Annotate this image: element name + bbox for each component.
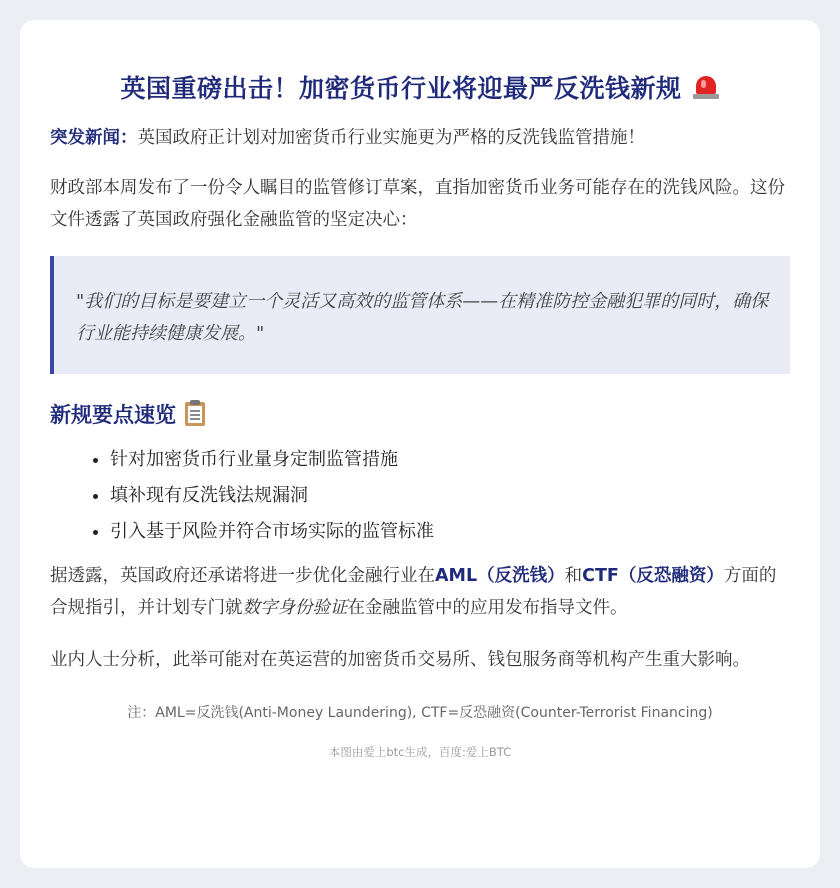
intro-paragraph — [50, 124, 790, 152]
digital-id-term: 数字身份验证 — [242, 598, 348, 618]
blockquote: "我们的目标是要建立一个灵活又高效的监管体系——在精准防控金融犯罪的同时，确保行业能持续健康发展。" — [50, 256, 790, 374]
paragraph-analysis: 业内人士分析，此举可能对在英运营的加密货币交易所、钱包服务商等机构产生重大影响。 — [50, 650, 750, 670]
intro-text: 英国政府正计划对加密货币行业实施更为严格的反洗钱监管措施！ — [137, 128, 645, 148]
text-segment: 方面的合规指引，并计划专门就 — [50, 566, 777, 618]
footnote: 注：AML=反洗钱(Anti-Money Laundering), CTF=反恐融资(Counter-Terrorist Financing) — [127, 705, 713, 721]
list-item: • 引入基于风险并符合市场实际的监管标准 — [110, 514, 790, 550]
siren-icon — [692, 74, 720, 100]
ctf-term: CTF（反恐融资） — [582, 566, 724, 586]
section-heading — [50, 400, 790, 430]
section-heading-text: 新规要点速览 — [50, 403, 176, 427]
breaking-news-label: 突发新闻： — [50, 128, 138, 148]
paragraph-treasury: 财政部本周发布了一份令人瞩目的监管修订草案，直指加密货币业务可能存在的洗钱风险。这份文件透露了英国政府强化金融监管的坚定决心： — [50, 178, 785, 230]
clipboard-icon — [184, 400, 206, 426]
text-segment: 据透露，英国政府还承诺将进一步优化金融行业在 — [50, 566, 435, 586]
list-item: • 针对加密货币行业量身定制监管措施 — [110, 442, 790, 478]
list-item: • 填补现有反洗钱法规漏洞 — [110, 478, 790, 514]
article-title — [50, 72, 790, 106]
text-segment: 在金融监管中的应用发布指导文件。 — [347, 598, 628, 618]
text-segment: 和 — [564, 566, 583, 586]
title-text: 英国重磅出击！加密货币行业将迎最严反洗钱新规 — [120, 74, 682, 103]
article-card — [20, 20, 820, 868]
key-points-list — [50, 442, 790, 550]
paragraph-compliance — [50, 560, 790, 624]
image-credit: 本图由爱上btc生成，百度:爱上BTC — [328, 745, 512, 759]
aml-term: AML（反洗钱） — [435, 566, 565, 586]
